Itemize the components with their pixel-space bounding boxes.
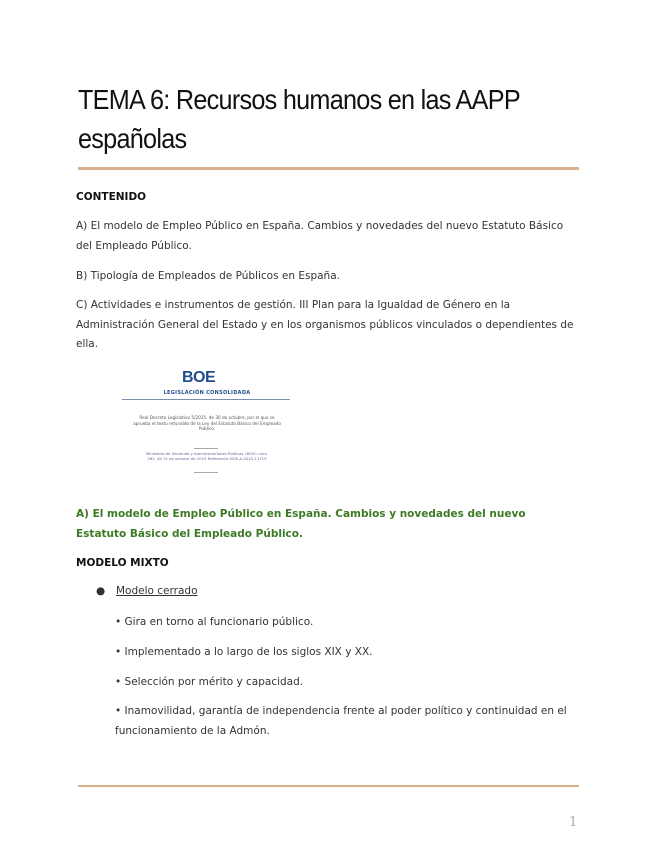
sub-item: • Gira en torno al funcionario público.: [115, 616, 314, 628]
bullet-item: [96, 585, 198, 597]
page-title: TEMA 6: Recursos humanos en las AAPP españolas: [78, 84, 520, 154]
boe-subtitle: LEGISLACIÓN CONSOLIDADA: [163, 390, 251, 396]
title-divider: [78, 167, 579, 170]
bullet-dot-icon: ●: [96, 585, 106, 597]
boe-separator: [194, 448, 218, 449]
section-a-heading: A) El modelo de Empleo Público en España. Cambios y novedades del nuevo Estatuto Básico del Empleado Público.: [76, 508, 526, 540]
boe-decree-text: Real Decreto Legislativo 5/2015, de 30 de octubre, por el que se aprueba el texto refundido de la Ley del Estatuto Básico del Empleado Público.: [133, 415, 281, 432]
footer-divider: [78, 785, 579, 787]
boe-reference-text: Ministerio de Hacienda y Administraciones Públicas «BOE» núm. 261, de 31 de octubre de 2015 Referencia: BOE-A-2015-11719: [145, 451, 269, 461]
boe-logo: BOE: [182, 369, 216, 386]
contents-item-b: B) Tipología de Empleados de Públicos en España.: [76, 270, 340, 282]
contents-item-a: A) El modelo de Empleo Público en España. Cambios y novedades del nuevo Estatuto Básico del Empleado Público.: [76, 220, 564, 252]
boe-separator-end: [194, 472, 218, 473]
bullet-label: Modelo cerrado: [116, 585, 198, 597]
contents-heading: CONTENIDO: [76, 191, 147, 203]
page-number: 1: [569, 815, 578, 830]
sub-item: • Inamovilidad, garantía de independencia frente al poder político y continuidad en el funcionamiento de la Admón.: [115, 705, 567, 737]
sub-item: • Implementado a lo largo de los siglos XIX y XX.: [115, 646, 373, 658]
boe-document-image: [122, 368, 292, 476]
sub-item: • Selección por mérito y capacidad.: [115, 676, 304, 688]
boe-divider: [122, 399, 290, 400]
model-heading: MODELO MIXTO: [76, 557, 169, 569]
contents-item-c: C) Actividades e instrumentos de gestión. III Plan para la Igualdad de Género en la Administración General del Estado y en los organismos públicos vinculados o dependientes de ella.: [76, 299, 574, 350]
